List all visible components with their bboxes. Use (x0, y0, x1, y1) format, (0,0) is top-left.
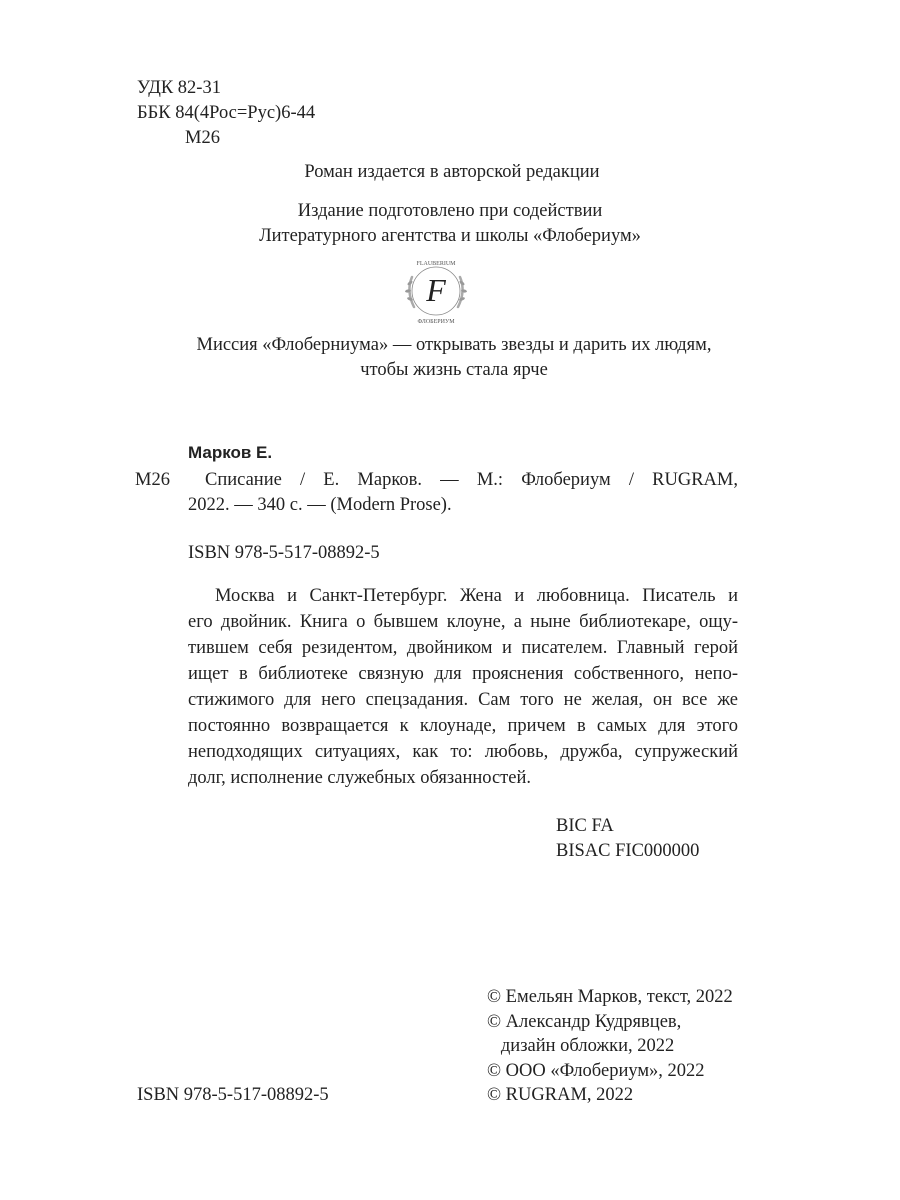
edition-note: Роман издается в авторской редакции (304, 162, 600, 182)
bibliographic-record (188, 468, 738, 518)
support-note-line-1: Издание подготовлено при содействии (297, 201, 603, 221)
bibliographic-line: Списание / Е. Марков. — М.: Флобериум / RUGRAM, (205, 470, 738, 490)
annotation-line: его двойник. Книга о бывшем клоуне, а ныне библиотекаре, ощу- (188, 612, 738, 632)
mission-line-2: чтобы жизнь стала ярче (360, 360, 548, 380)
copyright-cover-detail: дизайн обложки, 2022 (487, 1036, 675, 1056)
isbn-bottom: ISBN 978-5-517-08892-5 (137, 1085, 329, 1105)
annotation-line: стижимого для него спецзадания. Сам того не желая, он все же (188, 690, 738, 710)
copyright-publisher: © ООО «Флобериум», 2022 (487, 1061, 705, 1081)
copyright-cover: © Александр Кудрявцев, (487, 1012, 682, 1032)
bibliographic-line: 2022. — 340 с. — (Modern Prose). (188, 495, 452, 515)
annotation-line: постоянно возвращается к клоунаде, причем в самых для этого (188, 716, 738, 736)
annotation-line: тившем себя резидентом, двойником и писателем. Главный герой (188, 638, 738, 658)
flauberium-logo (400, 255, 472, 327)
copyright-text: © Емельян Марков, текст, 2022 (487, 987, 733, 1007)
mission-line-1: Миссия «Флоберниума» — открывать звезды и дарить их людям, (196, 335, 712, 355)
annotation (188, 583, 738, 791)
bisac-code: BISAC FIC000000 (556, 841, 700, 861)
bibliographic-mark: М26 (135, 470, 170, 490)
annotation-line: Москва и Санкт-Петербург. Жена и любовница. Писатель и (215, 586, 738, 606)
annotation-line: ищет в библиотеке связную для прояснения собственного, непо- (188, 664, 738, 684)
svg-text:F: F (426, 272, 446, 308)
annotation-line: долг, исполнение служебных обязанностей. (188, 768, 531, 788)
author-mark: М26 (185, 128, 220, 148)
copyright-rugram: © RUGRAM, 2022 (487, 1085, 634, 1105)
bbk-code: ББК 84(4Рос=Рус)6-44 (137, 103, 316, 123)
support-note-line-2: Литературного агентства и школы «Флобериум» (259, 226, 641, 246)
isbn: ISBN 978-5-517-08892-5 (188, 543, 380, 563)
udk-code: УДК 82-31 (137, 78, 221, 98)
svg-text:FLAUBERIUM: FLAUBERIUM (416, 261, 456, 267)
svg-text:ФЛОБЕРИУМ: ФЛОБЕРИУМ (417, 319, 455, 325)
author-heading: Марков Е. (188, 443, 273, 462)
bic-code: BIC FA (556, 816, 614, 836)
annotation-line: неподходящих ситуациях, как то: любовь, дружба, супружеский (188, 742, 738, 762)
